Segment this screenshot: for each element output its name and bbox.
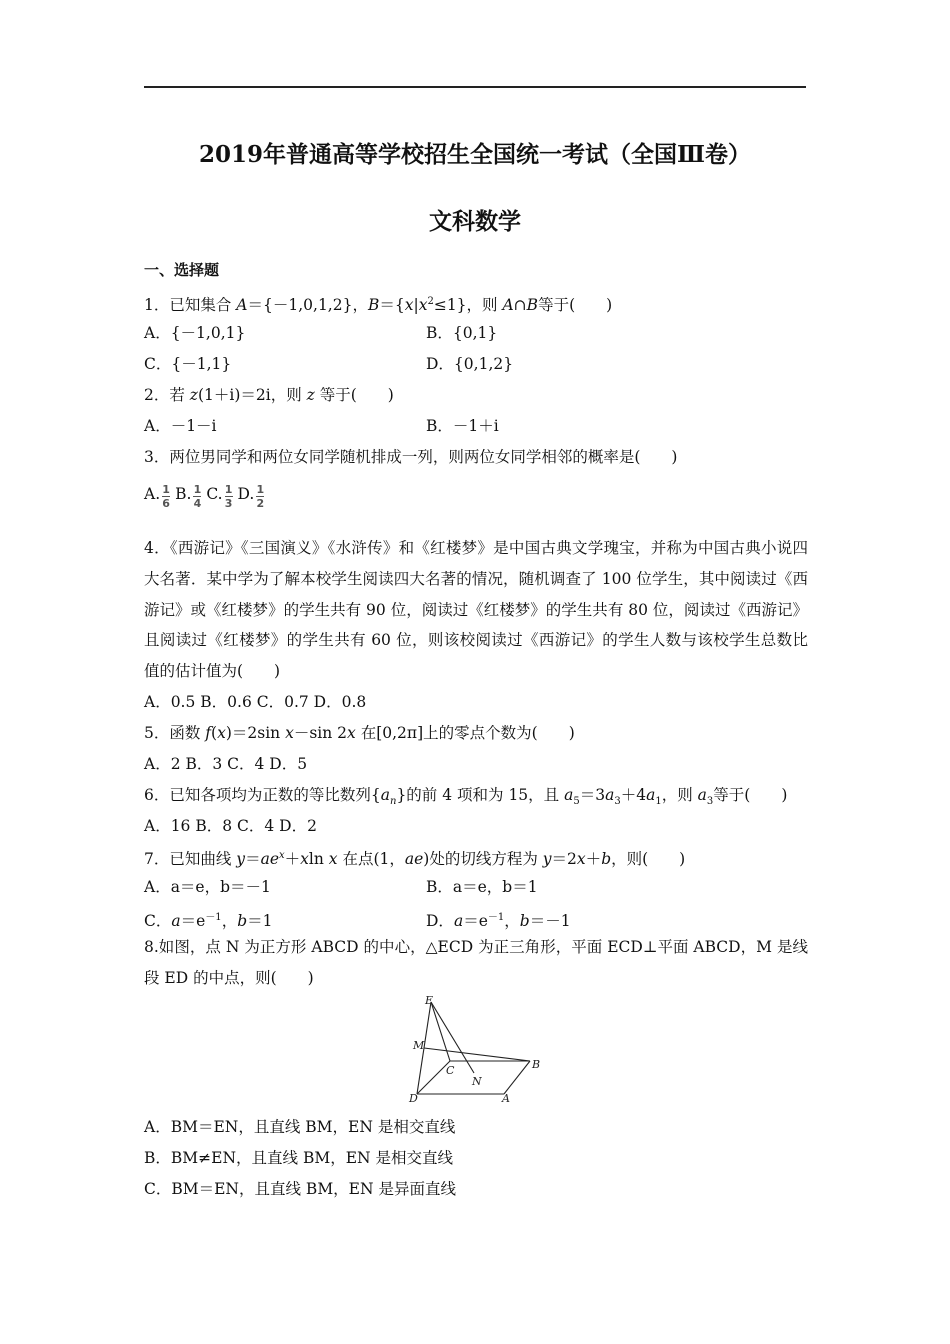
label-C: C [446, 1064, 455, 1077]
q5-options: A．2 B．3 C．4 D．5 [144, 755, 308, 773]
q3-options: A. $\frac{1}{6}$ B. $\frac{1}{4}$ C. $\frac{1}{3}$ D. $\frac{1}{2}$ [144, 483, 265, 510]
q1-option-d: D．{0,1,2} [426, 355, 514, 373]
edge-AB [504, 1061, 530, 1094]
q2-option-b: B．－1＋i [426, 417, 499, 435]
q7-option-a: A．a＝e，b＝－1 [144, 878, 271, 896]
question-2: 2．若 z(1＋i)＝2i，则 z 等于( ) [144, 386, 394, 404]
exam-title: 2019年普通高等学校招生全国统一考试（全国Ⅲ卷） [198, 141, 752, 168]
q7-option-c: C．$a=e^{-1}$，b＝1 [144, 912, 273, 931]
exam-subtitle: 文科数学 [429, 208, 521, 235]
geometry-figure [400, 993, 550, 1105]
edge-EC [431, 1002, 450, 1061]
q2-option-a: A．－1－i [144, 417, 217, 435]
label-M: M [413, 1039, 425, 1052]
question-5: 5．函数 f(x)＝2sin x－sin 2x 在[0,2π]上的零点个数为( ) [144, 724, 575, 742]
q8-option-a: A．BM＝EN，且直线 BM，EN 是相交直线 [144, 1118, 456, 1136]
edge-EN [431, 1002, 474, 1073]
q4-options: A．0.5 B．0.6 C．0.7 D．0.8 [144, 693, 367, 711]
question-4: 4．《西游记》《三国演义》《水浒传》和《红楼梦》是中国古典文学瑰宝，并称为中国古典小说四大名著．某中学为了解本校学生阅读四大名著的情况，随机调查了 100 位学生，其中阅读过《西游记》或《红楼梦》的学生共有 90 位，阅读过《红楼梦》的学生共有 80 位，阅读过《西游记》且阅读过《红楼梦》的学生共有 60 位，则该校阅读过《西游记》的学生人数与该校学生总数比值的估计值为( ) [144, 539, 808, 681]
q7-option-b: B．a＝e，b＝1 [426, 878, 538, 896]
q8-option-b: B．BM≠EN，且直线 BM，EN 是相交直线 [144, 1149, 454, 1167]
label-E: E [425, 994, 434, 1007]
label-A: A [502, 1092, 510, 1105]
q1-option-a: A．{－1,0,1} [144, 324, 246, 342]
question-7: 7．已知曲线 $y=ae^x+xln$ x 在点(1，ae)处的切线方程为 y＝2x＋b，则( ) [144, 850, 686, 869]
q6-options: A．16 B．8 C．4 D．2 [144, 817, 317, 835]
fraction-one-half: $\frac{1}{2}$ [256, 483, 265, 510]
header-rule [144, 86, 806, 88]
label-N: N [472, 1075, 482, 1088]
fraction-one-fourth: $\frac{1}{4}$ [193, 483, 202, 510]
label-D: D [409, 1092, 418, 1105]
question-8: 8.如图，点 N 为正方形 ABCD 的中心，△ECD 为正三角形，平面 ECD⊥平面 ABCD，M 是线段 ED 的中点，则( ) [144, 938, 808, 987]
label-B: B [532, 1058, 541, 1071]
section-heading: 一、选择题 [144, 261, 220, 279]
q7-option-d: D．$a=e^{-1}$，b＝－1 [426, 912, 571, 931]
fraction-one-sixth: $\frac{1}{6}$ [162, 483, 170, 510]
edge-MB [424, 1048, 530, 1061]
fraction-one-third: $\frac{1}{3}$ [224, 483, 233, 510]
question-1: 1．已知集合 A＝{－1,0,1,2}，$B=\{x|x^2\le 1\}$，则 A∩B等于( ) [144, 296, 613, 315]
question-3: 3．两位男同学和两位女同学随机排成一列，则两位女同学相邻的概率是( ) [144, 448, 678, 466]
q8-option-c: C．BM＝EN，且直线 BM，EN 是异面直线 [144, 1180, 456, 1198]
question-6: 6．已知各项均为正数的等比数列$\{a_n\}$的前 4 项和为 15，且 $a_5=3a_3+4a_1$，则 $a_3$等于( ) [144, 786, 788, 808]
q1-option-c: C．{－1,1} [144, 355, 232, 373]
q1-option-b: B．{0,1} [426, 324, 498, 342]
